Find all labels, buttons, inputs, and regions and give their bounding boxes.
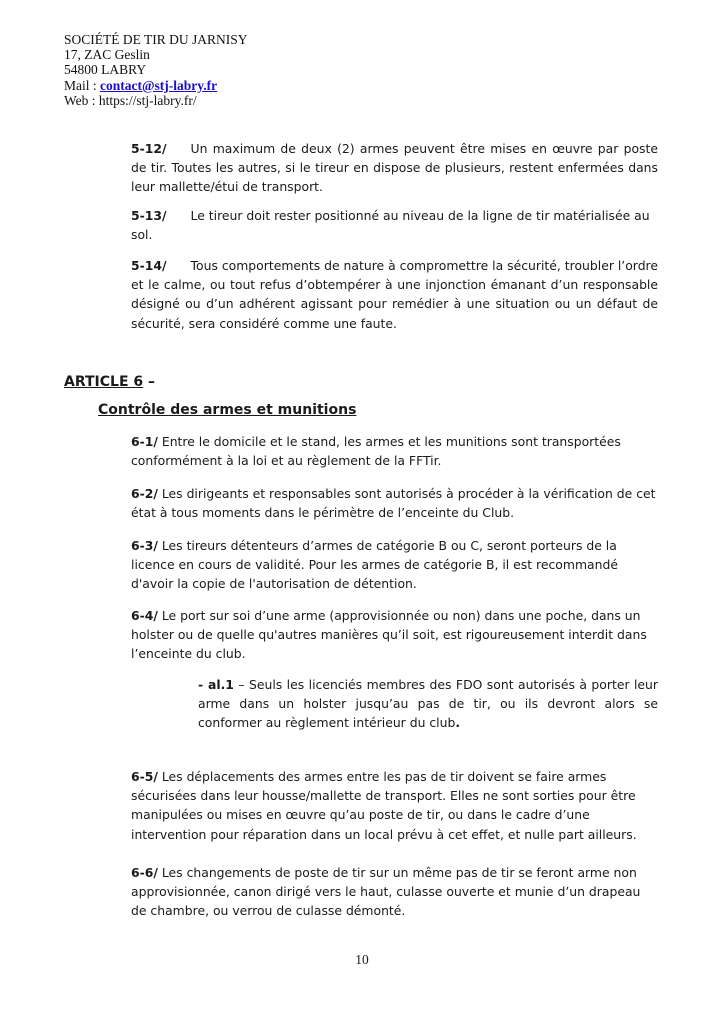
- paragraph-6-6: [131, 863, 658, 921]
- paragraph-number: 6-1/: [131, 434, 158, 449]
- article-subtitle: Contrôle des armes et munitions: [98, 402, 357, 418]
- paragraph-number: 6-3/: [131, 538, 158, 553]
- paragraph-number: 5-12/: [131, 141, 167, 156]
- mail-line: [64, 78, 248, 93]
- paragraph-text: Le port sur soi d’une arme (approvisionnée ou non) dans une poche, dans un holster ou de quelle qu'autres manières qu’il soit, est rigoureusement interdit dans l’enceinte du club.: [131, 608, 647, 662]
- paragraph-6-1: [131, 432, 658, 470]
- address-line-1: 17, ZAC Geslin: [64, 47, 150, 63]
- alinea-text: – Seuls les licenciés membres des FDO sont autorisés à porter leur arme dans un holster jusqu’au pas de tir, ou ils devront alors se conformer au règlement intérieur du club: [198, 677, 658, 731]
- paragraph-number: 6-4/: [131, 608, 158, 623]
- paragraph-text: Entre le domicile et le stand, les armes et les munitions sont transportées conformément à la loi et au règlement de la FFTir.: [131, 434, 621, 469]
- org-name: SOCIÉTÉ DE TIR DU JARNISY: [64, 32, 248, 47]
- paragraph-6-2: [131, 484, 658, 522]
- paragraph-text: Les déplacements des armes entre les pas de tir doivent se faire armes sécurisées dans leur housse/mallette de transport. Elles ne sont sorties pour être manipulées ou mises en œuvre qu’au poste de tir, ou dans le cadre d’une intervention pour réparation dans un local prévu à cet effet, et nulle part ailleurs.: [131, 769, 637, 842]
- article-heading: [64, 373, 155, 392]
- alinea-1: [198, 675, 658, 733]
- paragraph-text: Les changements de poste de tir sur un même pas de tir se feront arme non approvisionnée, canon dirigé vers le haut, culasse ouverte et munie d’un drapeau de chambre, ou verrou de culasse démonté.: [131, 865, 641, 919]
- paragraph-text: Les dirigeants et responsables sont autorisés à procéder à la vérification de cet état à tous moments dans le périmètre de l’enceinte du Club.: [131, 486, 656, 521]
- article-dash: –: [143, 374, 155, 390]
- paragraph-5-12: [131, 139, 658, 197]
- mail-label: Mail :: [64, 77, 100, 93]
- paragraph-number: 6-2/: [131, 486, 158, 501]
- paragraph-number: 6-6/: [131, 865, 158, 880]
- paragraph-number: 5-13/: [131, 208, 167, 223]
- paragraph-text: Tous comportements de nature à compromettre la sécurité, troubler l’ordre et le calme, ou tout refus d’obtempérer à une injonction émanant d’un responsable désigné ou d’un adhérent agissant pour remédier à une situation ou un défaut de sécurité, sera considéré comme une faute.: [131, 258, 658, 331]
- paragraph-text: Un maximum de deux (2) armes peuvent être mises en œuvre par poste de tir. Toutes les autres, si le tireur en dispose de plusieurs, restent enfermées dans leur mallette/étui de transport.: [131, 141, 658, 195]
- address-line-2: 54800 LABRY: [64, 62, 147, 78]
- letterhead: [64, 32, 248, 108]
- paragraph-text: Le tireur doit rester positionné au niveau de la ligne de tir matérialisée au sol.: [131, 208, 650, 243]
- article-title: ARTICLE 6: [64, 374, 144, 390]
- alinea-number: - al.1: [198, 677, 234, 692]
- paragraph-text: Les tireurs détenteurs d’armes de catégorie B ou C, seront porteurs de la licence en cours de validité. Pour les armes de catégorie B, il est recommandé d'avoir la copie de l'autorisation de détention.: [131, 538, 618, 592]
- paragraph-number: 6-5/: [131, 769, 158, 784]
- paragraph-5-13: [131, 206, 658, 244]
- mail-link[interactable]: contact@stj-labry.fr: [100, 77, 218, 93]
- alinea-end: .: [455, 715, 461, 731]
- paragraph-6-4: [131, 606, 658, 664]
- paragraph-5-14: [131, 256, 658, 333]
- page-number: 10: [355, 952, 369, 967]
- paragraph-number: 5-14/: [131, 258, 167, 273]
- paragraph-6-5: [131, 767, 658, 844]
- paragraph-6-3: [131, 536, 658, 594]
- web-line: Web : https://stj-labry.fr/: [64, 92, 197, 108]
